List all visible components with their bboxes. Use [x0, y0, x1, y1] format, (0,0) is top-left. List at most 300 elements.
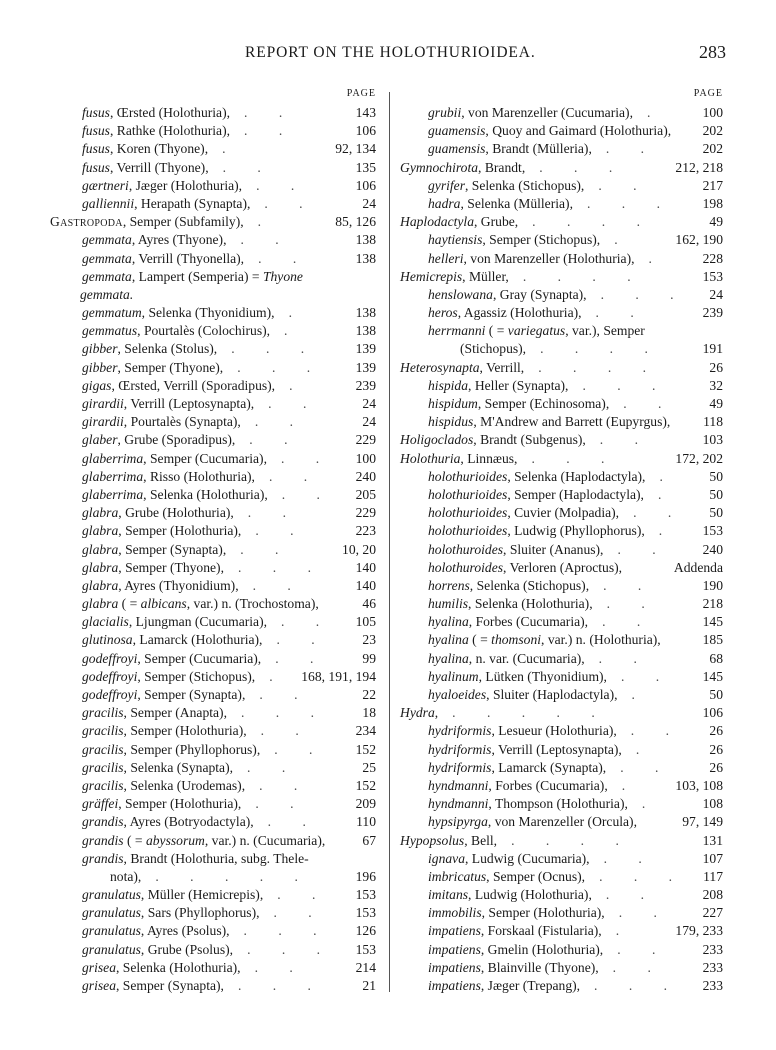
entry-text [80, 286, 133, 304]
index-entry [50, 377, 378, 395]
entry-text [82, 631, 329, 649]
leader-dots: . . . [594, 978, 682, 993]
entry-term: gærtneri [82, 177, 129, 193]
entry-term: glabra [82, 559, 119, 575]
entry-term: hyalina [428, 650, 469, 666]
index-entry [400, 595, 725, 613]
entry-pages: 23 [359, 631, 376, 649]
index-entry [50, 486, 378, 504]
entry-authority: , Ayres (Psolus), [140, 923, 230, 939]
entry-text [428, 140, 658, 158]
entry-authority: , Semper (Synapta), [118, 541, 227, 557]
entry-pages: 24 [359, 395, 376, 413]
entry-term: hydriformis [428, 759, 492, 775]
index-entry [50, 177, 378, 195]
entry-pages: 198 [700, 195, 723, 213]
entry-pages: 162, 190 [672, 231, 723, 249]
entry-text [428, 631, 661, 649]
entry-term: hypsipyrga [428, 814, 488, 830]
entry-text [82, 413, 307, 431]
leader-dots: . . . [582, 377, 670, 393]
leader-dots: . . [268, 468, 322, 484]
entry-authority: , Semper (Phyllophorus), [123, 741, 261, 757]
entry-authority: , Œrsted (Holothuria), [109, 105, 231, 120]
entry-authority: , Verrill, [479, 359, 525, 375]
entry-text [82, 304, 306, 322]
entry-authority: , Rathke (Holothuria), [109, 123, 231, 139]
index-entry [400, 140, 725, 158]
index-entry [400, 650, 725, 668]
entry-term: glutinosa [82, 632, 133, 648]
entry-text [82, 340, 318, 358]
index-entry [50, 159, 378, 177]
index-entry [400, 850, 725, 868]
index-entry [50, 686, 378, 704]
entry-term: hyndmanni [428, 777, 489, 793]
entry-term: guamensis [428, 123, 486, 139]
entry-term: haytiensis [428, 232, 483, 248]
entry-term: Heterosynapta [400, 359, 480, 375]
entry-text [428, 795, 659, 813]
index-entry [50, 468, 378, 486]
leader-dots: . [614, 232, 632, 248]
entry-authority: , Semper (Subfamily), [122, 214, 244, 230]
entry-synonym: albicans [140, 596, 187, 612]
entry-pages: 26 [706, 722, 723, 740]
leader-dots: . [635, 741, 654, 757]
entry-text [82, 122, 296, 140]
entry-pages: 185 [700, 631, 723, 649]
entry-term: glabra [82, 505, 119, 521]
entry-pages: 26 [706, 359, 723, 377]
page-number: 283 [699, 42, 726, 62]
entry-term: Hypopsolus [400, 832, 465, 848]
entry-text [428, 322, 645, 340]
running-title: REPORT ON THE HOLOTHURIOIDEA. [245, 44, 536, 61]
entry-term: impatiens [428, 959, 481, 975]
entry-term: glaberrima [82, 468, 144, 484]
leader-dots: . . [599, 432, 652, 448]
entry-text [82, 959, 307, 977]
entry-authority: , Pourtalès (Synapta), [123, 414, 241, 430]
index-entry [400, 522, 725, 540]
entry-authority: , Semper (Synapta), [115, 978, 224, 993]
entry-text [428, 395, 675, 413]
entry-authority: , Grube, [474, 214, 519, 230]
entry-term: gemmata [82, 268, 132, 284]
entry-term: granulatus [82, 941, 141, 957]
entry-pages: 139 [353, 340, 376, 358]
index-entry [50, 541, 378, 559]
entry-pages: 227 [700, 904, 723, 922]
leader-dots: . . . . [540, 341, 662, 357]
index-entry [400, 104, 725, 122]
entry-pages: 205 [353, 486, 376, 504]
entry-pages: 26 [706, 759, 723, 777]
entry-pages: 229 [353, 431, 376, 449]
entry-text [428, 741, 653, 759]
entry-pages: 140 [353, 577, 376, 595]
entry-pages: 135 [353, 159, 376, 177]
entry-authority: , Gmelin (Holothuria), [480, 941, 604, 957]
entry-authority: , von Marenzeller (Orcula), [487, 814, 637, 830]
index-entry [50, 904, 378, 922]
entry-authority: , Müller, [462, 268, 509, 284]
entry-text [82, 577, 305, 595]
entry-pages: 85, 126 [332, 213, 376, 231]
entry-authority: , [434, 705, 439, 721]
entry-authority: , Sluiter (Haplodactyla), [486, 687, 618, 702]
entry-term: fusus [82, 123, 110, 139]
leader-dots: . . [281, 486, 334, 502]
index-entry [400, 832, 725, 850]
entry-authority: , Ludwig (Phyllophorus), [507, 523, 645, 539]
leader-dots: . . [254, 959, 307, 975]
entry-text [460, 340, 662, 358]
entry-text [428, 522, 676, 540]
entry-pages: 46 [359, 595, 376, 613]
entry-authority: , Grube (Holothuria), [118, 505, 234, 521]
entry-text [428, 195, 674, 213]
entry-authority: , Agassiz (Holothuria), [457, 305, 582, 321]
page-column-label: PAGE [693, 88, 723, 99]
leader-dots: . [222, 141, 240, 157]
entry-term: hyalina [428, 614, 469, 630]
entry-text [428, 922, 633, 940]
entry-term: helleri [428, 250, 464, 266]
entry-pages: 228 [700, 250, 723, 268]
entry-term: hadra [428, 195, 461, 211]
leader-dots: . . [275, 650, 328, 666]
index-entry [50, 395, 378, 413]
index-entry [400, 431, 725, 449]
leader-dots: . . [267, 814, 320, 830]
entry-term: grandis [82, 850, 124, 866]
entry-authority: nota), [110, 868, 142, 884]
index-column-left [50, 88, 378, 995]
leader-dots: . . [633, 505, 686, 521]
index-entry [400, 159, 725, 177]
leader-dots: . . [244, 105, 297, 120]
index-entry [50, 832, 378, 850]
index-entry [50, 595, 378, 613]
entry-pages: 10, 20 [339, 541, 376, 559]
entry-term: godeffroyi [82, 687, 138, 702]
entry-term: grisea [82, 978, 116, 993]
entry-term: ignava [428, 850, 465, 866]
entry-pages: 99 [359, 650, 376, 668]
entry-term: holothuroides [428, 559, 504, 575]
leader-dots: . . . [237, 978, 325, 993]
entry-text [428, 559, 622, 577]
entry-text [82, 813, 320, 831]
entry-text [82, 159, 275, 177]
entry-text [400, 450, 618, 468]
entry-pages: 26 [706, 741, 723, 759]
entry-pages: 32 [706, 377, 723, 395]
entry-authority: , Koren (Thyone), [109, 141, 209, 157]
entry-pages: 100 [700, 104, 723, 122]
entry-authority: , Semper (Stichopus), [482, 232, 601, 248]
index-entry [400, 577, 725, 595]
entry-authority: , Semper (Echinosoma), [477, 396, 610, 411]
leader-dots: . . . [539, 159, 627, 175]
index-entry [400, 250, 725, 268]
entry-pages: 179, 233 [672, 922, 723, 940]
leader-dots: . [646, 105, 665, 120]
leader-dots: . . . [237, 559, 325, 575]
entry-term: glabra [82, 577, 119, 593]
index-entry [400, 922, 725, 940]
entry-text [82, 668, 287, 686]
leader-dots: . . . [599, 868, 687, 884]
entry-term: glaberrima [82, 450, 144, 466]
leader-dots: . . . [586, 195, 674, 211]
index-entry [400, 613, 725, 631]
entry-authority: , var.), Semper [565, 323, 645, 339]
index-entry [400, 395, 725, 413]
entry-text [400, 832, 633, 850]
entry-text [82, 977, 325, 995]
index-entry [400, 504, 725, 522]
entry-text [82, 886, 329, 904]
entry-term: imitans [428, 887, 469, 903]
entry-text [82, 850, 309, 868]
entry-authority: , Ludwig (Cucumaria), [465, 850, 590, 866]
index-entry [400, 340, 725, 358]
entry-authority: , Lesueur (Holothuria), [491, 723, 617, 739]
leader-dots: . . [623, 396, 676, 411]
leader-dots: . . . . . [452, 705, 609, 721]
entry-authority: , Brandt, [478, 159, 526, 175]
index-entry [50, 122, 378, 140]
index-entry [50, 450, 378, 468]
entry-text [428, 613, 654, 631]
index-entry [50, 559, 378, 577]
entry-text [428, 850, 656, 868]
entry-pages: 103, 108 [672, 777, 723, 795]
entry-term: gemmata [82, 232, 132, 248]
entry-term: holothurioides [428, 505, 508, 521]
entry-authority: , Selenka (Thyonidium), [141, 305, 275, 321]
entry-text [428, 286, 688, 304]
index-entry [50, 286, 378, 304]
entry-text [82, 450, 333, 468]
entry-text [82, 759, 299, 777]
entry-term: grandis [82, 814, 124, 830]
entry-list-left [50, 104, 378, 995]
entry-text [82, 613, 333, 631]
leader-dots: . . [240, 541, 293, 557]
entry-term: gräffei [82, 796, 119, 812]
entry-text [428, 868, 686, 886]
entry-authority: ( = [468, 632, 492, 648]
index-entry [50, 577, 378, 595]
entry-pages: 49 [706, 395, 723, 413]
index-entry [400, 813, 725, 831]
entry-pages: 106 [353, 122, 376, 140]
entry-pages: 145 [700, 613, 723, 631]
entry-text [82, 741, 326, 759]
entry-pages: 131 [700, 832, 723, 850]
entry-pages: 50 [706, 686, 723, 704]
entry-authority: , Pourtalès (Colochirus), [137, 323, 271, 339]
leader-dots: . . . . [522, 268, 645, 284]
leader-dots: . . [222, 159, 275, 175]
leader-dots: . [659, 468, 677, 484]
entry-text [400, 159, 626, 177]
entry-term: glaberrima [82, 486, 144, 502]
entry-text [82, 777, 311, 795]
entry-text [82, 595, 319, 613]
index-entry [400, 231, 725, 249]
entry-text [82, 722, 313, 740]
entry-term: gracilis [82, 741, 124, 757]
entry-authority: , Selenka (Stichopus), [469, 577, 590, 593]
leader-dots: . . [620, 668, 674, 684]
entry-pages: 50 [706, 486, 723, 504]
index-entry [50, 704, 378, 722]
entry-text [428, 813, 637, 831]
entry-pages: 196 [353, 868, 376, 886]
entry-term: impatiens [428, 923, 481, 939]
entry-authority: , Semper (Thyone), [118, 559, 224, 575]
entry-authority: , Forbes (Cucumaria), [468, 614, 589, 630]
entry-term: holothurioides [428, 523, 508, 539]
entry-pages: 138 [353, 304, 376, 322]
entry-term: impatiens [428, 978, 481, 993]
entry-authority: , Semper (Stichopus), [137, 668, 256, 684]
entry-authority: , Semper (Holothuria), [118, 796, 242, 812]
entry-pages: 152 [353, 741, 376, 759]
entry-pages: 92, 134 [332, 140, 376, 158]
entry-authority: , Grube (Sporadipus), [117, 432, 236, 448]
entry-synonym: variegatus [507, 323, 566, 339]
entry-text [82, 268, 303, 286]
entry-authority: , M'Andrew and Barrett (Eupyrgus), [473, 414, 671, 430]
entry-term: hispidum [428, 396, 478, 411]
entry-authority: , Heller (Synapta), [468, 377, 569, 393]
entry-text [428, 941, 669, 959]
index-entry [400, 886, 725, 904]
leader-dots: . . [244, 123, 297, 139]
column-divider [389, 92, 390, 992]
entry-text [428, 377, 669, 395]
entry-authority: , Verloren (Aproctus), [503, 559, 623, 575]
entry-authority: , Müller (Hemicrepis), [140, 887, 264, 903]
entry-synonym: Thyone [262, 268, 303, 284]
leader-dots: . . [255, 796, 308, 812]
entry-term: Holothuria [400, 450, 461, 466]
index-entry [50, 886, 378, 904]
entry-pages: 103 [700, 431, 723, 449]
entry-term: gibber [82, 341, 118, 357]
entry-text [428, 122, 671, 140]
entry-text [50, 213, 275, 231]
entry-authority: , Quoy and Gaimard (Holothuria), [485, 123, 672, 139]
entry-authority: ( = [485, 323, 508, 339]
entry-authority: , Cuvier (Molpadia), [507, 505, 620, 521]
entry-authority: , Sluiter (Ananus), [503, 541, 604, 557]
entry-text [428, 977, 681, 995]
entry-text [82, 431, 302, 449]
entry-term: gracilis [82, 723, 124, 739]
index-entry [400, 559, 725, 577]
index-entry [400, 213, 725, 231]
index-entry [400, 450, 725, 468]
entry-authority: , Thompson (Holothuria), [488, 796, 628, 812]
entry-pages: 105 [353, 613, 376, 631]
leader-dots: . . [273, 905, 326, 921]
entry-text [400, 213, 654, 231]
entry-text [428, 250, 666, 268]
index-entry [400, 977, 725, 995]
leader-dots: . . . [247, 941, 335, 957]
index-entry [400, 468, 725, 486]
entry-authority: ( = [118, 596, 141, 612]
entry-term: immobilis [428, 905, 482, 921]
entry-authority: , Selenka (Holothuria), [143, 486, 268, 502]
leader-dots: . . [620, 759, 673, 775]
index-entry [400, 959, 725, 977]
entry-pages: 143 [353, 104, 376, 122]
entry-term: imbricatus [428, 868, 487, 884]
entry-authority: , Verrill (Leptosynapta), [123, 396, 255, 411]
entry-authority: , Lamarck (Holothuria), [132, 632, 263, 648]
entry-pages: 100 [353, 450, 376, 468]
leader-dots: . . [252, 577, 305, 593]
entry-text [428, 686, 649, 704]
entry-pages: 140 [353, 559, 376, 577]
entry-term: fusus [82, 105, 110, 120]
entry-authority: , Ayres (Botryodactyla), [123, 814, 254, 830]
index-entry [50, 813, 378, 831]
index-entry [50, 722, 378, 740]
entry-pages: 214 [353, 959, 376, 977]
leader-dots: . . [618, 905, 671, 921]
entry-term: glaber [82, 432, 118, 448]
entry-authority: , Selenka (Urodemas), [123, 777, 246, 793]
leader-dots: . . . [237, 359, 325, 375]
index-entry [400, 377, 725, 395]
entry-authority: , n. var. (Cucumaria), [468, 650, 585, 666]
leader-dots: . . [259, 687, 312, 702]
entry-authority: , Verrill (Thyonella), [131, 250, 245, 266]
leader-dots: . . [603, 577, 656, 593]
leader-dots: . . . . [538, 359, 661, 375]
leader-dots: . . . [231, 341, 319, 357]
entry-term: gemmata. [80, 286, 134, 302]
index-entry [400, 795, 725, 813]
index-entry [50, 777, 378, 795]
leader-dots: . . [264, 195, 317, 211]
page-column-label: PAGE [346, 88, 376, 99]
index-entry [50, 359, 378, 377]
entry-term: Haplodactyla [400, 214, 474, 230]
entry-term: Hemicrepis [400, 268, 463, 284]
leader-dots: . . [606, 596, 659, 612]
entry-text [82, 686, 312, 704]
entry-text [428, 722, 683, 740]
index-entry [50, 504, 378, 522]
index-entry [50, 759, 378, 777]
entry-text [82, 904, 326, 922]
entry-term: gracilis [82, 705, 124, 721]
leader-dots: . [658, 523, 677, 539]
entry-authority: , Brandt (Holothuria, subg. Thele- [123, 850, 309, 866]
entry-pages: 218 [700, 595, 723, 613]
entry-term: gyrifer [428, 177, 465, 193]
